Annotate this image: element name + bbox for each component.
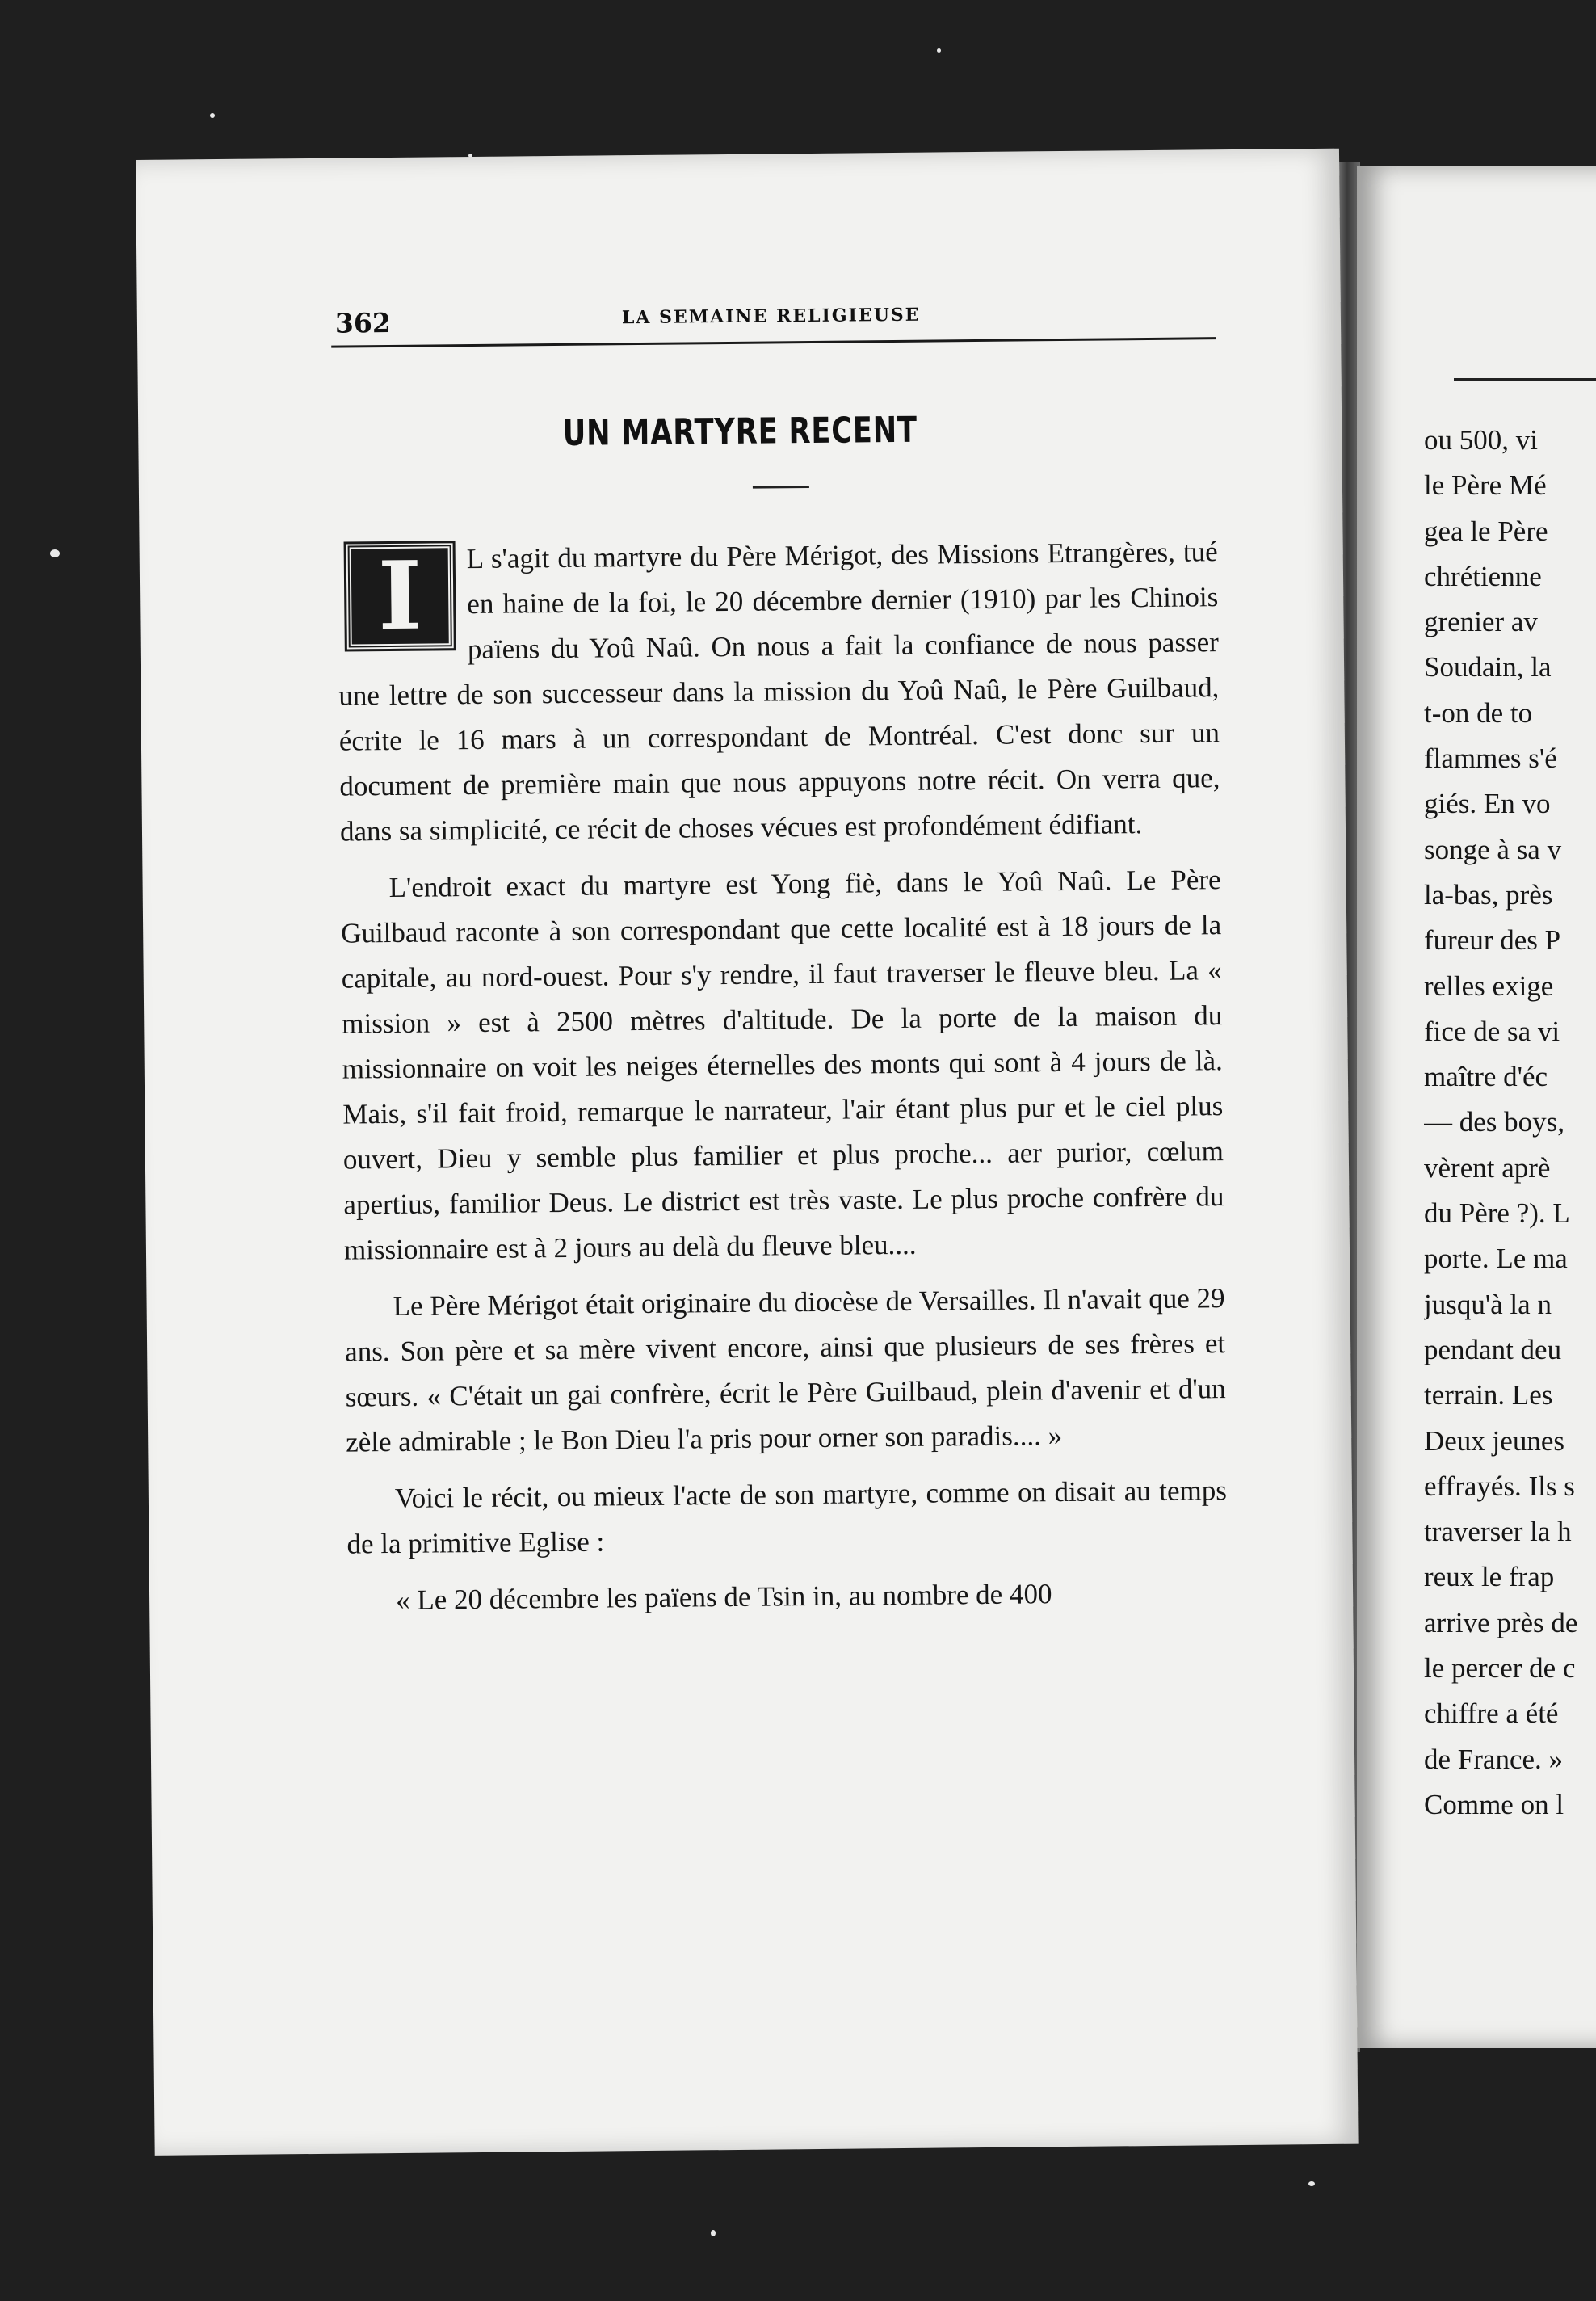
right-page-line: arrive près de	[1424, 1606, 1578, 1638]
right-page-line: reux le frap	[1424, 1561, 1555, 1593]
right-page-line: giés. En vo	[1424, 788, 1551, 820]
right-page-line: porte. Le ma	[1424, 1243, 1568, 1275]
right-page-line: jusqu'à la n	[1424, 1288, 1552, 1320]
dust-speck	[210, 113, 215, 118]
paragraph-1: L s'agit du martyre du Père Mérigot, des Missions Etrangères, tué en haine de la foi, le 20 décembre dernier (1910) par les Chinois païens du Yoû Naû. On nous a fait la confiance de nous passer une lettre de son successeur dans la mission du Yoû Naû, le Père Guilbaud, écrite le 16 mars à un correspondant de Montréal. C'est donc sur un document de première main que nous appuyons notre récit. On verra que, dans sa simplicité, ce récit de choses vécues est profondément édifiant.	[338, 536, 1220, 848]
dust-speck	[937, 48, 941, 53]
right-page-line: — des boys,	[1424, 1106, 1565, 1138]
right-page-line: vèrent aprè	[1424, 1151, 1551, 1184]
right-page-line: Deux jeunes	[1424, 1424, 1564, 1457]
left-page	[136, 149, 1359, 2156]
right-page-line: la-bas, près	[1424, 878, 1553, 911]
right-page-header-rule	[1454, 378, 1596, 381]
dust-speck	[50, 549, 60, 557]
article-body	[338, 529, 1228, 1623]
right-page-line: du Père ?). L	[1424, 1197, 1570, 1230]
right-page-line: le Père Mé	[1424, 469, 1547, 502]
right-page-line: chrétienne	[1424, 560, 1542, 592]
right-page-line: t-on de to	[1424, 696, 1533, 729]
right-page-line: gea le Père	[1424, 515, 1548, 547]
right-page-line: chiffre a été	[1424, 1697, 1559, 1730]
right-page-line: fice de sa vi	[1424, 1015, 1560, 1047]
right-page-line: effrayés. Ils s	[1424, 1470, 1575, 1502]
right-page-line: songe à sa v	[1424, 833, 1562, 865]
article-title: UN MARTYRE RECENT	[562, 409, 918, 454]
right-page-line: Comme on l	[1424, 1788, 1564, 1820]
right-page-line: fureur des P	[1424, 924, 1561, 957]
right-page-line: maître d'éc	[1424, 1061, 1548, 1093]
drop-cap: I	[346, 543, 454, 649]
paragraph-2: L'endroit exact du martyre est Yong fiè, dans le Yoû Naû. Le Père Guilbaud raconte à son correspondant que cette localité est à 18 jours de la capitale, au nord-ouest. Pour s'y rendre, il faut traverser le fleuve bleu. La « mission » est à 2500 mètres d'altitude. De la porte de la maison du missionnaire on voit les neiges éternelles des monts qui sont à 4 jours de là. Mais, s'il fait froid, remarque le narrateur, l'air étant plus pur et le ciel plus ouvert, Dieu y semble plus familier et plus proche... aer purior, cœlum apertius, familior Deus. Le district est très vaste. Le plus proche confrère du missionnaire est à 2 jours au delà du fleuve bleu....	[341, 864, 1224, 1266]
paragraph-5: « Le 20 décembre les païens de Tsin in, au nombre de 400	[395, 1578, 1052, 1616]
right-page-line: relles exige	[1424, 970, 1554, 1002]
right-page-text	[1424, 418, 1596, 1828]
dust-speck	[711, 2230, 716, 2236]
right-page-line: flammes s'é	[1424, 742, 1557, 775]
right-page-line: traverser la h	[1424, 1516, 1572, 1548]
dust-speck	[1308, 2181, 1315, 2186]
title-rule	[753, 486, 809, 489]
right-page-line: Soudain, la	[1424, 651, 1552, 684]
header-rule	[331, 337, 1216, 348]
page-number: 362	[334, 306, 392, 339]
paragraph-4: Voici le récit, ou mieux l'acte de son martyre, comme on disait au temps de la primitive Eglise :	[346, 1474, 1228, 1560]
running-head: LA SEMAINE RELIGIEUSE	[621, 304, 921, 329]
right-page-line: de France. »	[1424, 1743, 1564, 1775]
right-page-line: terrain. Les	[1424, 1379, 1553, 1411]
right-page-line: le percer de c	[1424, 1652, 1576, 1685]
paragraph-3: Le Père Mérigot était originaire du diocèse de Versailles. Il n'avait que 29 ans. Son père et sa mère vivent encore, ainsi que plusieurs de ses frères et sœurs. « C'était un gai confrère, écrit le Père Guilbaud, plein d'avenir et d'un zèle admirable ; le Bon Dieu l'a pris pour orner son paradis.... »	[344, 1282, 1226, 1458]
right-page-line: ou 500, vi	[1424, 424, 1538, 456]
right-page-line: grenier av	[1424, 606, 1538, 638]
right-page-line: pendant deu	[1424, 1333, 1562, 1365]
